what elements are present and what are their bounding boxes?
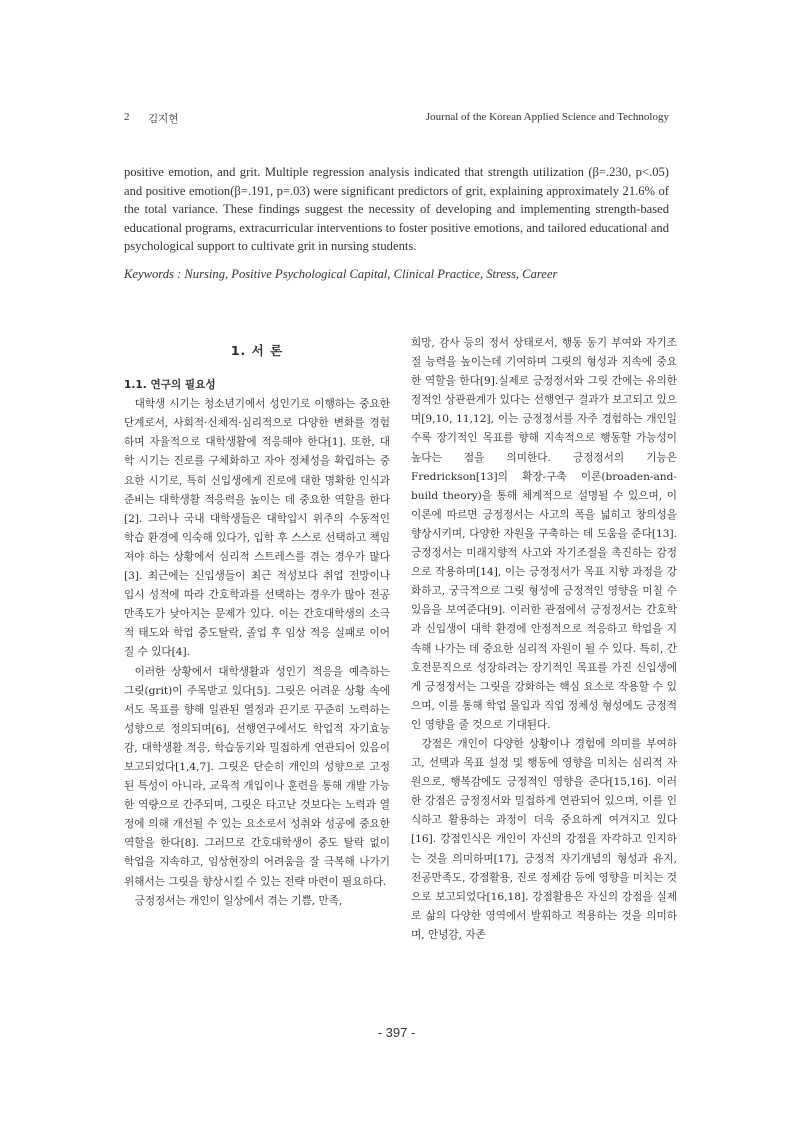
body-paragraph: 긍정정서는 개인이 일상에서 겪는 기쁨, 만족, (134, 894, 343, 907)
abstract-text: positive emotion, and grit. Multiple regression analysis indicated that strength utilization (β=.230, p<.05) and positive emotion(β=.191, p=.03) were significant predictors of grit, explaining approximately 21.6% of the total variance. These findings suggest the necessity of developing and implementing strength-based educational programs, extracurricular interventions to foster positive emotions, and tailored educational and psychological support to cultivate grit in nursing students. (124, 165, 669, 253)
header-author: 김지현 (148, 113, 179, 125)
body-paragraph: 희망, 감사 등의 정서 상태로서, 행동 동기 부여와 자기조절 능력을 높이는데 기여하며 그릿의 형성과 지속에 중요한 역할을 한다[9].실제로 긍정정서와 그릿 간에는 유의한 정적인 상관관계가 있다는 선행연구 결과가 보고되고 있으며[9,10, 11,12], 이는 긍정정서를 자주 경험하는 개인일수록 장기적인 목표를 향해 지속적으로 행동할 가능성이 높다는 점을 의미한다. 긍정정서의 기능은 Fredrickson[13]의 확장-구축 이론(broaden-and-build theory)을 통해 체계적으로 설명될 수 있으며, 이 이론에 따르면 긍정정서는 사고의 폭을 넓히고 창의성을 향상시키며, 다양한 자원을 구축하는 데 도움을 준다[13]. 긍정정서는 미래지향적 사고와 자기조절을 촉진하는 감정으로 작용하며[14], 이는 긍정정서가 목표 지향 과정을 강화하고, 궁극적으로 그릿 형성에 긍정적인 영향을 미칠 수 있음을 보여준다[9]. 이러한 관점에서 긍정정서는 간호학과 신입생이 대학 환경에 안정적으로 적응하고 학업을 지속해 나가는 데 중요한 심리적 자원이 될 수 있다. 특히, 간호전문직으로 성장하려는 장기적인 목표를 가진 신입생에게 긍정정서는 그릿을 강화하는 핵심 요소로 작용할 수 있으며, 이를 통해 학업 몰입과 직업 정체성 형성에도 긍정적인 영향을 줄 것으로 기대된다. (411, 337, 677, 731)
left-column (124, 335, 390, 911)
body-paragraph: 강점은 개인이 다양한 상황이나 경험에 의미를 부여하고, 선택과 목표 설정 및 행동에 영향을 미치는 심리적 자원으로, 행복감에도 긍정적인 영향을 준다[15,16]. 이러한 강점은 긍정정서와 밀접하게 연관되어 있으며, 이를 인식하고 활용하는 과정이 더욱 중요하게 여겨지고 있다[16]. 강점인식은 개인이 자신의 강점을 자각하고 인지하는 것을 의미하며[17], 긍정적 자기개념의 형성과 유지, 전공만족도, 강점활용, 진로 정체감 등에 영향을 미치는 것으로 보고되었다[16,18]. 강점활용은 자신의 강점을 실제로 삶의 다양한 영역에서 발휘하고 적용하는 것을 의미하며, 안녕감, 자존 (411, 737, 677, 941)
body-paragraph: 이러한 상황에서 대학생활과 성인기 적응을 예측하는 그릿(grit)이 주목받고 있다[5]. 그릿은 어려운 상황 속에서도 목표를 향해 일관된 열정과 끈기로 꾸준히 노력하는 성향으로 정의되며[6], 선행연구에서도 학업적 자기효능감, 대학생활 적응, 학습동기와 밀접하게 연관되어 있음이 보고되었다[1,4,7]. 그릿은 단순히 개인의 성향으로 고정된 특성이 아니라, 교육적 개입이나 훈련을 통해 개발 가능한 역량으로 간주되며, 그릿은 타고난 것보다는 노력과 열정에 의해 개선될 수 있는 요소로서 성취와 성공에 중요한 역할을 한다[8]. 그러므로 간호대학생이 중도 탈락 없이 학업을 지속하고, 임상현장의 어려움을 잘 극복해 나가기 위해서는 그릿을 향상시킬 수 있는 전략 마련이 필요하다. (124, 665, 390, 888)
section-title: 1. 서 론 (230, 343, 284, 358)
body-paragraph: 대학생 시기는 청소년기에서 성인기로 이행하는 중요한 단계로서, 사회적·신체적·심리적으로 다양한 변화를 경험하며 자율적으로 대학생활에 적응해야 한다[1]. 또한, 대학 시기는 진로를 구체화하고 자아 정체성을 확립하는 중요한 시기로, 특히 신입생에게 진로에 대한 명확한 인식과 준비는 대학생활 적응력을 높이는 데 중요한 역할을 한다[2]. 그러나 국내 대학생들은 대학입시 위주의 수동적인 학습 환경에 익숙해 있다가, 입학 후 스스로 선택하고 책임져야 하는 상황에서 심리적 스트레스를 겪는 경우가 많다[3]. 최근에는 신입생들이 최근 적성보다 취업 전망이나 입시 성적에 따라 간호학과를 선택하는 경우가 많아 전공만족도가 낮아지는 문제가 있다. 이는 간호대학생의 소극적 태도와 학업 중도탈락, 졸업 후 임상 적응 실패로 이어질 수 있다[4]. (124, 398, 390, 659)
header-page-number: 2 (124, 111, 130, 123)
page-number-footer: - 397 - (377, 1025, 416, 1040)
subsection-title: 1.1. 연구의 필요성 (124, 379, 216, 392)
keywords-line: Keywords : Nursing, Positive Psychological Capital, Clinical Practice, Stress, Career (124, 267, 558, 281)
right-column (411, 334, 677, 945)
running-header (124, 111, 669, 127)
header-journal-title: Journal of the Korean Applied Science and Technology (425, 111, 669, 123)
